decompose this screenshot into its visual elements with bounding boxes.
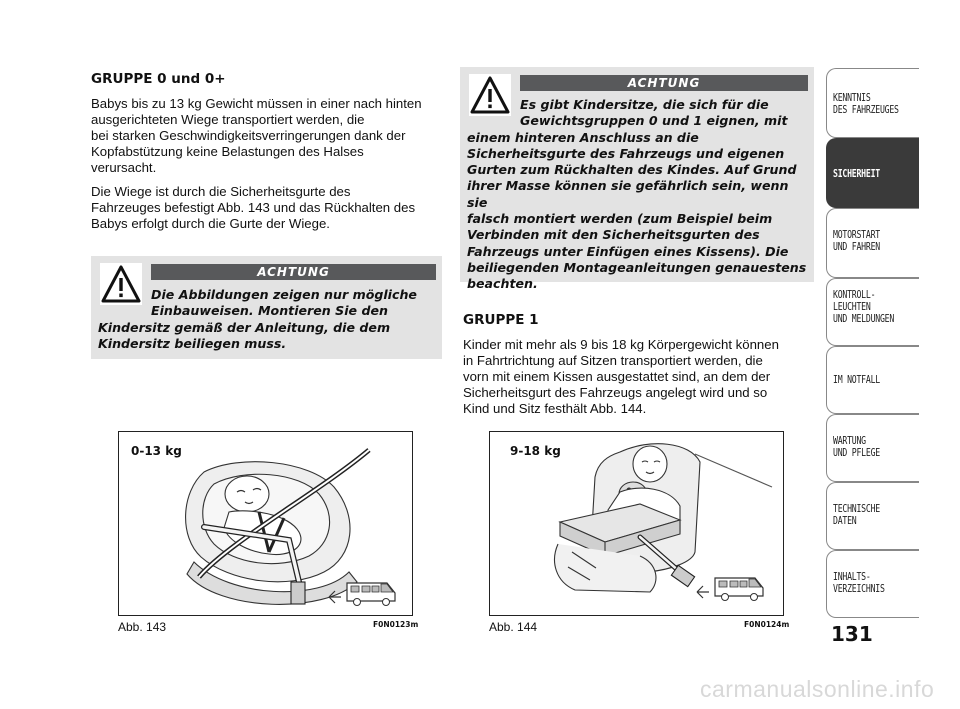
warning-line: Sicherheitsgurte des Fahrzeugs und eigenen xyxy=(467,145,785,161)
paragraph-gruppe-0 xyxy=(91,96,441,176)
warning-line: Verbinden mit den Sicherheitsgurten des xyxy=(467,227,760,243)
van-direction-icon xyxy=(695,574,767,602)
tab-label: KONTROLL- LEUCHTEN UND MELDUNGEN xyxy=(833,289,895,325)
text-line: Babys erfolgt durch die Gurte der Wiege. xyxy=(91,216,330,231)
section-heading-gruppe-0: GRUPPE 0 und 0+ xyxy=(91,71,226,87)
figure-weight-label: 0-13 kg xyxy=(131,444,182,458)
van-direction-icon xyxy=(327,579,399,607)
warning-title-bar: ACHTUNG xyxy=(151,264,436,280)
figure-caption-143: Abb. 143 xyxy=(118,620,167,634)
tab-sicherheit[interactable] xyxy=(826,138,919,208)
left-text-block xyxy=(91,96,441,240)
tab-inhaltsverzeichnis[interactable] xyxy=(826,550,919,618)
warning-line: Gurten zum Rückhalten des Kindes. Auf Grund xyxy=(467,162,797,178)
tab-label: SICHERHEIT xyxy=(833,168,880,180)
figure-weight-label: 9-18 kg xyxy=(510,444,561,458)
warning-line: Kindersitz gemäß der Anleitung, die dem xyxy=(98,319,391,335)
figure-144-frame xyxy=(489,431,784,616)
tab-label: WARTUNG UND PFLEGE xyxy=(833,435,880,459)
right-text-block xyxy=(463,337,813,425)
figure-143-frame xyxy=(118,431,413,616)
figure-caption-144: Abb. 144 xyxy=(489,620,538,634)
text-line: bei starken Geschwindigkeitsverringerungen dank der xyxy=(91,128,406,143)
text-line: ausgerichteten Wiege transportiert werden, die xyxy=(91,112,365,127)
text-line: Fahrzeuges befestigt Abb. 143 und das Rückhalten des xyxy=(91,200,416,215)
text-line: Die Wiege ist durch die Sicherheitsgurte des xyxy=(91,184,351,199)
tab-label: TECHNISCHE DATEN xyxy=(833,503,880,527)
paragraph-wiege xyxy=(91,184,441,232)
text-line: Kinder mit mehr als 9 bis 18 kg Körpergewicht können xyxy=(463,337,779,352)
warning-title-bar: ACHTUNG xyxy=(520,75,808,91)
warning-line: einem hinteren Anschluss an die xyxy=(467,129,699,145)
warning-line: beachten. xyxy=(467,276,538,292)
paragraph-gruppe-1 xyxy=(463,337,813,417)
text-line: verursacht. xyxy=(91,160,157,175)
text-line: Sicherheitsgurt des Fahrzeugs angelegt wird und so xyxy=(463,385,768,400)
warning-line: Gewichtsgruppen 0 und 1 eignen, mit xyxy=(520,113,788,129)
text-line: Babys bis zu 13 kg Gewicht müssen in einer nach hinten xyxy=(91,96,422,111)
warning-line: Die Abbildungen zeigen nur mögliche xyxy=(151,287,417,302)
tab-kontrollleuchten-und-meldungen[interactable] xyxy=(826,278,919,346)
tab-wartung-und-pflege[interactable] xyxy=(826,414,919,482)
warning-text-left xyxy=(98,287,438,352)
text-line: Kopfabstützung keine Belastungen des Halses xyxy=(91,144,364,159)
section-heading-gruppe-1: GRUPPE 1 xyxy=(463,312,539,328)
warning-line: falsch montiert werden (zum Beispiel beim xyxy=(467,211,773,227)
tab-motorstart-und-fahren[interactable] xyxy=(826,208,919,278)
warning-box-left xyxy=(91,256,442,359)
tab-label: KENNTNIS DES FAHRZEUGES xyxy=(833,92,899,116)
text-line: Kind und Sitz festhält Abb. 144. xyxy=(463,401,647,416)
figure-code-143: F0N0123m xyxy=(373,620,419,629)
warning-line: Einbauweisen. Montieren Sie den xyxy=(151,303,388,319)
tab-im-notfall[interactable] xyxy=(826,346,919,414)
tab-label: IM NOTFALL xyxy=(833,374,880,386)
warning-line: Es gibt Kindersitze, die sich für die xyxy=(520,97,769,112)
tab-kenntnis-des-fahrzeuges[interactable] xyxy=(826,68,919,138)
warning-line: Fahrzeugs unter Einfügen eines Kissens). Die xyxy=(467,243,789,259)
warning-line: Kindersitz beiliegen muss. xyxy=(98,335,287,351)
warning-line: ihrer Masse können sie gefährlich sein, wenn sie xyxy=(467,178,789,210)
page-number: 131 xyxy=(831,622,873,646)
text-line: in Fahrtrichtung auf Sitzen transportiert werden, die xyxy=(463,353,763,368)
watermark: carmanualsonline.info xyxy=(700,676,935,702)
text-line: vorn mit einem Kissen ausgestattet sind, an dem der xyxy=(463,369,771,384)
figure-code-144: F0N0124m xyxy=(744,620,790,629)
tab-label: INHALTS- VERZEICHNIS xyxy=(833,571,885,595)
tab-label: MOTORSTART UND FAHREN xyxy=(833,229,880,253)
tab-technische-daten[interactable] xyxy=(826,482,919,550)
warning-text-right xyxy=(467,97,812,293)
warning-line: beiliegenden Montageanleitungen genauestens xyxy=(467,259,807,275)
warning-box-right xyxy=(460,67,814,292)
